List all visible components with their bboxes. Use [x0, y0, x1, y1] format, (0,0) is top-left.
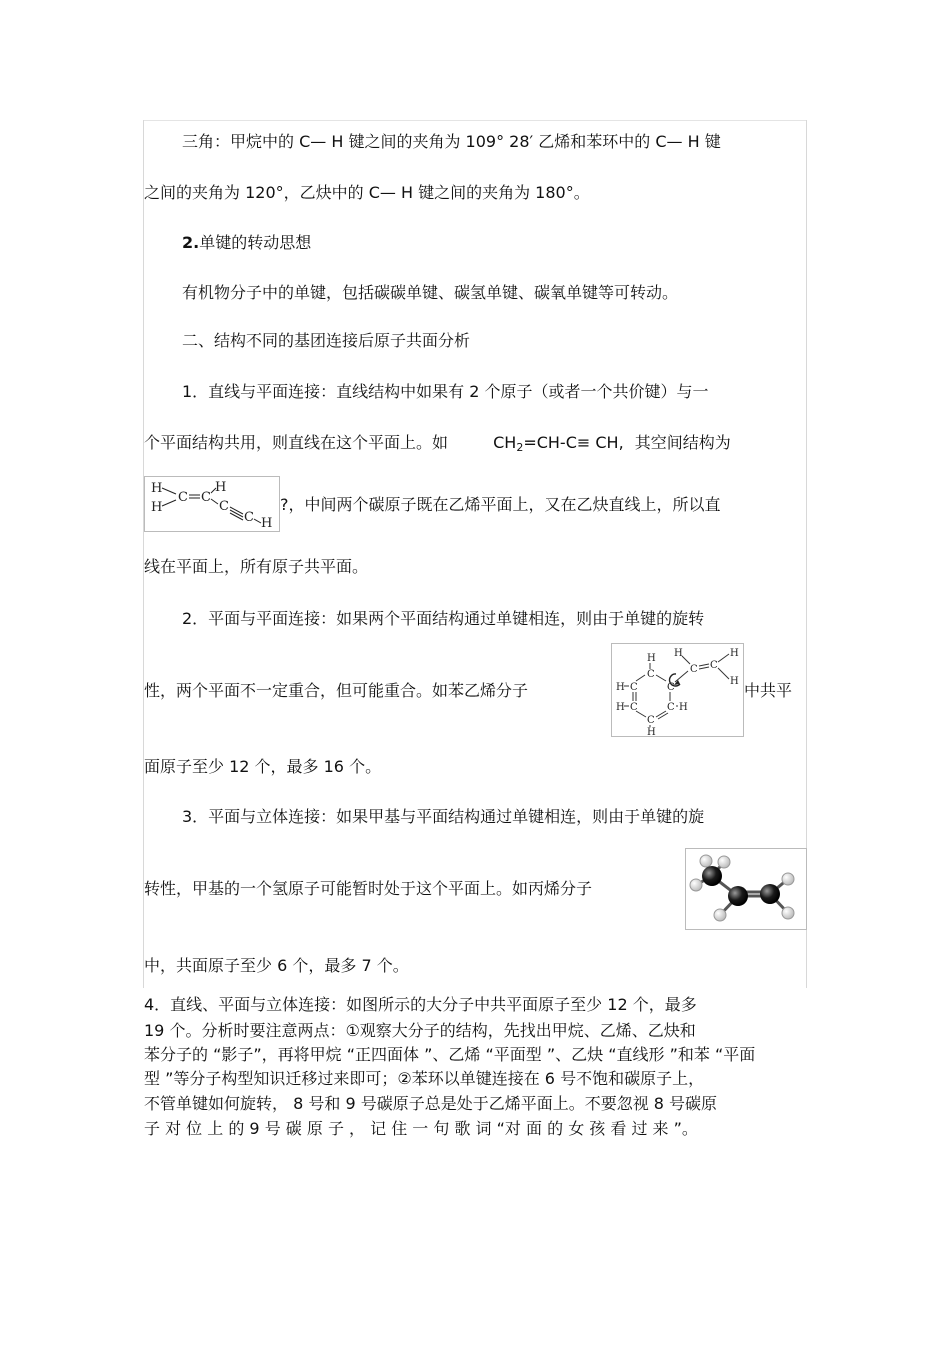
section-number: 2.	[182, 233, 200, 252]
formula-subscript: 2	[516, 441, 524, 454]
hydrogen-atom	[700, 855, 712, 867]
atom-label: C	[647, 715, 655, 726]
carbon-atom	[728, 886, 748, 906]
vinylacetylene-formula	[493, 433, 624, 452]
atom-label: C	[201, 490, 211, 505]
paragraph-plane-plane-line1: 2．平面与平面连接：如果两个平面结构通过单键相连，则由于单键的旋转	[182, 609, 705, 628]
paragraph-combined-line1: 4．直线、平面与立体连接：如图所示的大分子中共平面原子至少 12 个，最多	[144, 995, 697, 1014]
atom-label: C	[667, 682, 675, 693]
paragraph-combined-line2: 19 个。分析时要注意两点：①观察大分子的结构，先找出甲烷、乙烯、乙炔和	[144, 1021, 696, 1040]
hydrogen-atom	[782, 907, 794, 919]
atom-label: H	[261, 516, 273, 531]
atom-label: H	[215, 480, 227, 495]
section-heading-coplanar-analysis: 二、结构不同的基团连接后原子共面分析	[182, 331, 471, 350]
atom-label: H	[151, 500, 163, 515]
atom-label: C	[667, 702, 675, 713]
atom-label: H	[647, 727, 656, 736]
paragraph-bond-angles-line2: 之间的夹角为 120°，乙炔中的 C— H 键之间的夹角为 180°。	[144, 183, 590, 202]
formula-part: =CH-C≡ CH,	[523, 433, 624, 452]
paragraph-line-plane-line1: 1．直线与平面连接：直线结构中如果有 2 个原子（或者一个共价键）与一	[182, 382, 709, 401]
atom-label: C	[244, 510, 254, 525]
paragraph-plane-plane-line3: 面原子至少 12 个，最多 16 个。	[144, 757, 382, 776]
atom-label: H	[730, 648, 739, 659]
atom-label: C	[647, 669, 655, 680]
atom-label: H	[679, 702, 688, 713]
hydrogen-atom	[714, 909, 726, 921]
paragraph-combined-line6: 子 对 位 上 的 9 号 碳 原 子 ， 记 住 一 句 歌 词 “对 面 的 女 孩 看 过 来 ”。	[144, 1119, 698, 1138]
atom-label: C	[630, 702, 638, 713]
text-fragment: 其空间结构为	[634, 433, 731, 452]
styrene-structure-figure	[611, 643, 744, 737]
vinylacetylene-structure-figure	[144, 476, 280, 532]
paragraph-plane-plane-line2-end: 中共平	[744, 681, 793, 700]
carbon-atom	[760, 884, 780, 904]
text-fragment: 个平面结构共用，则直线在这个平面上。如	[144, 433, 449, 452]
paragraph-single-bond-rotation: 有机物分子中的单键，包括碳碳单键、碳氢单键、碳氧单键等可转动。	[182, 283, 679, 302]
paragraph-line-plane-line2	[144, 432, 731, 459]
paragraph-plane-plane-line2: 性，两个平面不一定重合，但可能重合。如苯乙烯分子	[144, 681, 529, 700]
carbon-atom	[702, 866, 722, 886]
formula-part: CH	[493, 433, 517, 452]
section-heading-single-bond-rotation	[182, 232, 311, 254]
atom-label: C	[630, 682, 638, 693]
propene-ball-model-figure	[685, 848, 807, 930]
paragraph-plane-3d-line2: 转性，甲基的一个氢原子可能暂时处于这个平面上。如丙烯分子	[144, 879, 593, 898]
atom-label: C	[219, 499, 229, 514]
atom-label: C	[710, 660, 718, 671]
hydrogen-atom	[690, 879, 702, 891]
section-title: 单键的转动思想	[199, 233, 312, 252]
atom-label: H	[647, 653, 656, 664]
atom-label: C	[178, 490, 188, 505]
atom-label: H	[616, 702, 625, 713]
paragraph-combined-line5: 不管单键如何旋转， 8 号和 9 号碳原子总是处于乙烯平面上。不要忽视 8 号碳原	[144, 1094, 718, 1113]
paragraph-line-plane-line4: 线在平面上，所有原子共平面。	[144, 557, 369, 576]
paragraph-combined-line3: 苯分子的 “影子”，再将甲烷 “正四面体 ”、乙烯 “平面型 ”、乙炔 “直线形 ”和苯 “平面	[144, 1045, 756, 1064]
frame-top-border	[143, 120, 807, 121]
paragraph-combined-line4: 型 ”等分子构型知识迁移过来即可；②苯环以单键连接在 6 号不饱和碳原子上，	[144, 1069, 705, 1088]
paragraph-plane-3d-line1: 3．平面与立体连接：如果甲基与平面结构通过单键相连，则由于单键的旋	[182, 807, 705, 826]
paragraph-plane-3d-line3: 中，共面原子至少 6 个，最多 7 个。	[144, 956, 409, 975]
hydrogen-atom	[782, 873, 794, 885]
frame-left-border	[143, 120, 144, 988]
atom-label: H	[616, 682, 625, 693]
paragraph-bond-angles-line1: 三角：甲烷中的 C— H 键之间的夹角为 109° 28′ 乙烯和苯环中的 C— H 键	[182, 132, 721, 151]
atom-label: H	[730, 676, 739, 687]
atom-label: C	[690, 664, 698, 675]
atom-label: H	[674, 648, 683, 659]
hydrogen-atom	[718, 856, 730, 868]
paragraph-line-plane-line3: ?，中间两个碳原子既在乙烯平面上，又在乙炔直线上，所以直	[280, 495, 721, 514]
atom-label: H	[151, 481, 163, 496]
